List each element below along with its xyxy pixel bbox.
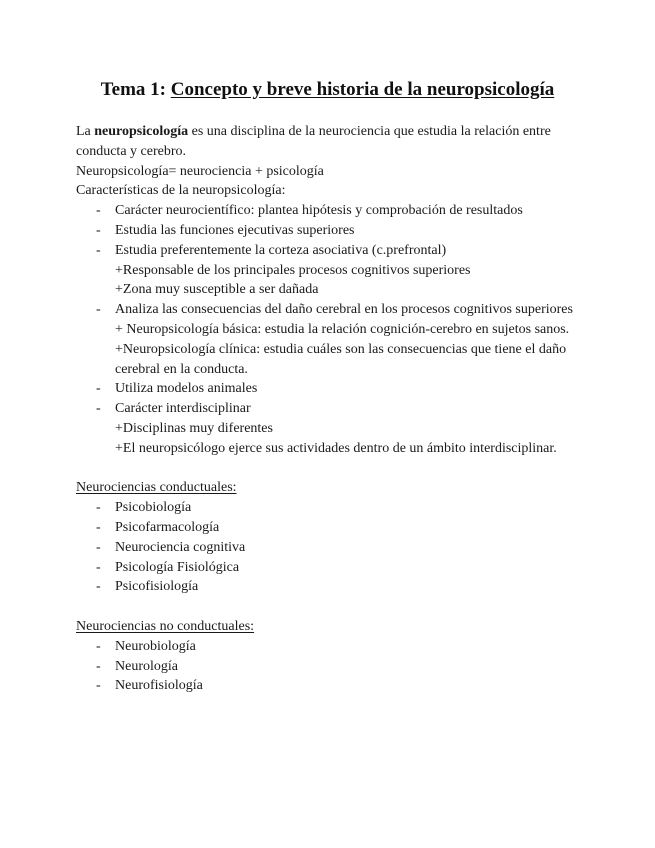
list-subitem: +Responsable de los principales procesos cognitivos superiores bbox=[115, 262, 471, 278]
list-item-text: Psicobiología bbox=[115, 500, 192, 516]
list-item bbox=[76, 577, 576, 597]
characteristics-heading: Características de la neuropsicología: bbox=[76, 183, 286, 199]
document-body bbox=[76, 122, 576, 696]
list-item-text: Psicología Fisiológica bbox=[115, 559, 240, 575]
intro-paragraph bbox=[76, 122, 576, 162]
list-item bbox=[76, 538, 576, 558]
list-item-text: Neurología bbox=[115, 658, 178, 674]
list-item-text: Estudia las funciones ejecutivas superiores bbox=[115, 222, 355, 238]
list-item-text: Carácter neurocientífico: plantea hipótesis y comprobación de resultados bbox=[115, 203, 523, 219]
list-item bbox=[76, 657, 576, 677]
spacer bbox=[76, 597, 576, 617]
list-item-text: Estudia preferentemente la corteza asociativa (c.prefrontal) bbox=[115, 242, 447, 258]
list-dash: - bbox=[96, 242, 101, 258]
spacer bbox=[76, 459, 576, 479]
list-item-text: Psicofisiología bbox=[115, 579, 199, 595]
list-subitem: +Neuropsicología clínica: estudia cuáles son las consecuencias que tiene el daño cerebral en la conducta. bbox=[115, 341, 567, 377]
list-item bbox=[76, 300, 576, 379]
list-dash: - bbox=[96, 500, 101, 516]
list-item-text: Psicofarmacología bbox=[115, 519, 220, 535]
intro-pre: La bbox=[76, 124, 95, 139]
list-item bbox=[76, 399, 576, 458]
list-item bbox=[76, 676, 576, 696]
list-subitem: +El neuropsicólogo ejerce sus actividades dentro de un ámbito interdisciplinar. bbox=[115, 440, 557, 456]
list-item-text: Neurociencia cognitiva bbox=[115, 539, 246, 555]
list-dash: - bbox=[96, 401, 101, 417]
list-dash: - bbox=[96, 638, 101, 654]
conductual-heading: Neurociencias conductuales: bbox=[76, 480, 237, 496]
list-item-text: Neurobiología bbox=[115, 638, 196, 654]
list-item bbox=[76, 498, 576, 518]
formula-line: Neuropsicología= neurociencia + psicología bbox=[76, 163, 324, 179]
no-conductual-list bbox=[76, 637, 576, 696]
intro-post: es una disciplina de la neurociencia que estudia la relación entre conducta y cerebro. bbox=[76, 124, 551, 159]
title-main: Concepto y breve historia de la neuropsicología bbox=[170, 79, 555, 100]
no-conductual-heading: Neurociencias no conductuales: bbox=[76, 618, 255, 634]
list-dash: - bbox=[96, 678, 101, 694]
list-dash: - bbox=[96, 381, 101, 397]
list-dash: - bbox=[96, 302, 101, 318]
list-subitem: + Neuropsicología básica: estudia la relación cognición-cerebro en sujetos sanos. bbox=[115, 321, 570, 337]
list-dash: - bbox=[96, 519, 101, 535]
document-title bbox=[0, 78, 655, 102]
list-item bbox=[76, 558, 576, 578]
list-dash: - bbox=[96, 203, 101, 219]
list-item-text: Carácter interdisciplinar bbox=[115, 401, 251, 417]
characteristics-list bbox=[76, 201, 576, 458]
list-dash: - bbox=[96, 658, 101, 674]
list-item bbox=[76, 379, 576, 399]
list-item-text: Utiliza modelos animales bbox=[115, 381, 258, 397]
list-subitem: +Disciplinas muy diferentes bbox=[115, 420, 273, 436]
list-dash: - bbox=[96, 539, 101, 555]
title-prefix: Tema 1: bbox=[100, 79, 166, 100]
list-item bbox=[76, 201, 576, 221]
list-dash: - bbox=[96, 222, 101, 238]
list-item bbox=[76, 518, 576, 538]
list-item bbox=[76, 221, 576, 241]
list-dash: - bbox=[96, 559, 101, 575]
list-item-text: Neurofisiología bbox=[115, 678, 203, 694]
list-item bbox=[76, 241, 576, 300]
conductual-list bbox=[76, 498, 576, 597]
intro-bold-term: neuropsicología bbox=[94, 124, 189, 139]
list-item-text: Analiza las consecuencias del daño cerebral en los procesos cognitivos superiores bbox=[115, 302, 573, 318]
list-dash: - bbox=[96, 579, 101, 595]
list-subitem: +Zona muy susceptible a ser dañada bbox=[115, 282, 319, 298]
list-item bbox=[76, 637, 576, 657]
